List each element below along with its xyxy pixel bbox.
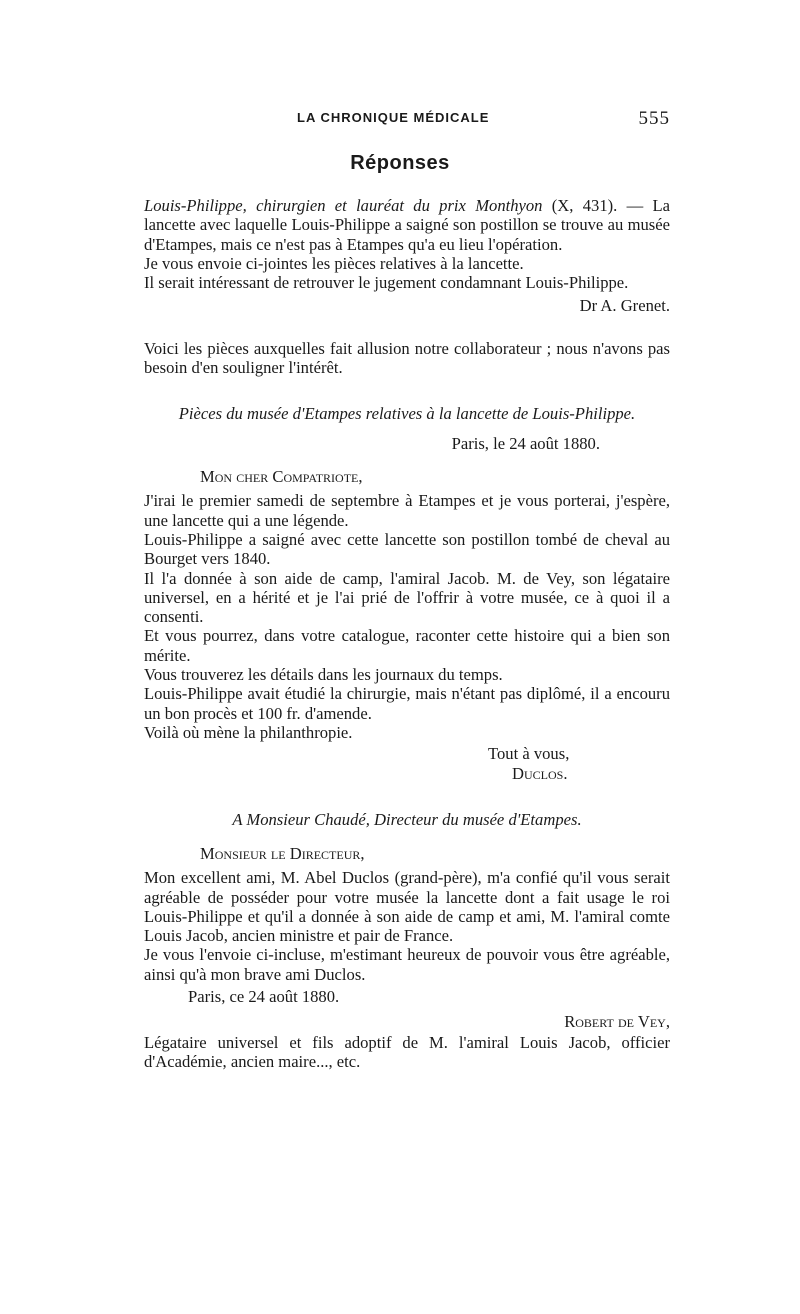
query-line: La lancette avec laquelle Louis-Philippe a saigné son postillon se trouve au musée d'Etampes, mais ce n'est pas à Etampes qu'a eu lieu l'opération. — [144, 196, 670, 254]
letter2-signature: Robert de Vey, — [564, 1012, 670, 1032]
query-ref: (X, 431). — — [542, 196, 644, 215]
query-line: Je vous envoie ci-jointes les pièces relatives à la lancette. — [144, 253, 524, 273]
letter2-salutation: Monsieur le Directeur, — [200, 844, 365, 864]
query-title: Louis-Philippe, chirurgien et lauréat du prix Monthyon — [144, 196, 543, 215]
letter1-paragraph: Il l'a donnée à son aide de camp, l'amiral Jacob. M. de Vey, son légataire universel, en a hérité et je l'ai prié de l'offrir à votre musée, ce à quoi il a consenti. — [144, 568, 670, 627]
letter1-paragraph: J'irai le premier samedi de septembre à Etampes et je vous porterai, j'espère, une lancette qui a une légende. — [144, 491, 670, 530]
section-title: Réponses — [350, 152, 450, 174]
letter1-salutation: Mon cher Compatriote, — [200, 467, 363, 487]
letter1-paragraph: Vous trouverez les détails dans les journaux du temps. — [144, 665, 503, 685]
letter2-postscript: Légataire universel et fils adoptif de M. l'amiral Louis Jacob, officier d'Académie, ancien maire..., etc. — [144, 1033, 670, 1072]
letter1-paragraph: Voilà où mène la philanthropie. — [144, 722, 353, 742]
letter1-paragraph: Louis-Philippe a saigné avec cette lancette son postillon tombé de cheval au Bourget vers 1840. — [144, 529, 670, 569]
query-paragraph — [144, 196, 670, 254]
query-line: Il serait intéressant de retrouver le jugement condamnant Louis-Philippe. — [144, 273, 629, 293]
pieces-title: Pièces du musée d'Etampes relatives à la lancette de Louis-Philippe. — [178, 404, 636, 424]
letter1-paragraph: Et vous pourrez, dans votre catalogue, raconter cette histoire qui a bien son mérite. — [144, 626, 670, 665]
letter1-closing-block — [144, 744, 670, 783]
letter1-closing: Tout à vous, — [488, 744, 570, 764]
query-signature — [144, 296, 670, 315]
letter2-heading: A Monsieur Chaudé, Directeur du musée d'Etampes. — [232, 810, 582, 830]
page-number: 555 — [638, 108, 670, 129]
letter2-paragraph: Je vous l'envoie ci-incluse, m'estimant heureux de pouvoir vous être agréable, ainsi qu'à mon brave ami Duclos. — [144, 945, 670, 984]
page-content — [144, 196, 670, 1072]
letter2-paragraph: Mon excellent ami, M. Abel Duclos (grand-père), m'a confié qu'il vous serait agréable de posséder pour votre musée la lancette dont a fait usage le roi Louis-Philippe et qu'il a donnée à son aide de camp et ami, M. l'amiral comte Louis Jacob, ancien ministre et pair de France. — [144, 868, 670, 946]
editor-note: Voici les pièces auxquelles fait allusion notre collaborateur ; nous n'avons pas besoin d'en souligner l'intérêt. — [144, 338, 670, 378]
letter1-date: Paris, le 24 août 1880. — [451, 434, 600, 454]
letter1-signature: Duclos. — [512, 763, 568, 783]
letter1-paragraph: Louis-Philippe avait étudié la chirurgie, mais n'étant pas diplômé, il a encouru un bon procès et 100 fr. d'amende. — [144, 684, 670, 723]
query-signature-text: Dr A. Grenet. — [579, 296, 670, 316]
letter2-date: Paris, ce 24 août 1880. — [188, 987, 340, 1007]
page-header — [0, 110, 800, 130]
running-head: LA CHRONIQUE MÉDICALE — [297, 110, 490, 125]
